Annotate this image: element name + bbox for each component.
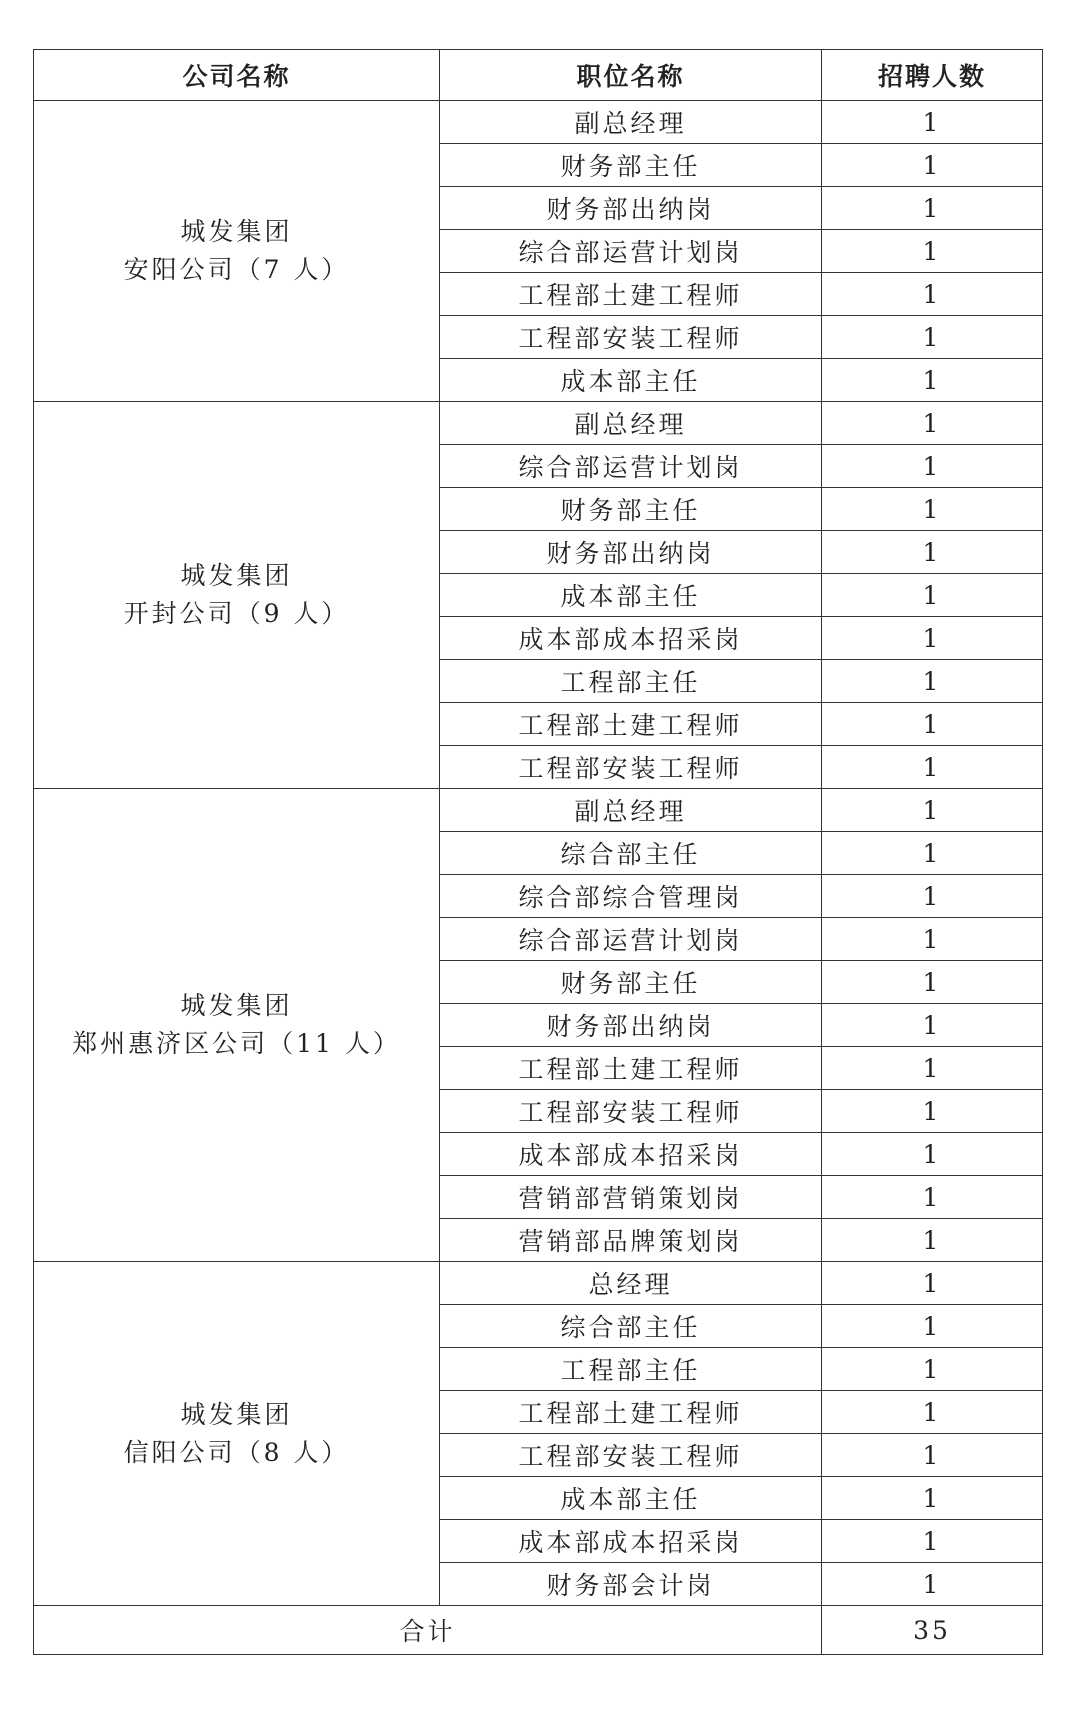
recruitment-table [33, 49, 1043, 1655]
position-cell: 副总经理 [440, 101, 822, 144]
table-row [34, 402, 1043, 445]
company-name-line1: 城发集团 [180, 1399, 293, 1429]
position-cell: 工程部安装工程师 [440, 746, 822, 789]
company-cell [34, 789, 440, 1262]
count-cell: 1 [822, 918, 1043, 961]
position-cell: 工程部土建工程师 [440, 703, 822, 746]
position-cell: 财务部出纳岗 [440, 187, 822, 230]
position-cell: 成本部成本招采岗 [440, 1133, 822, 1176]
position-cell: 财务部主任 [440, 144, 822, 187]
position-cell: 工程部安装工程师 [440, 1434, 822, 1477]
company-name-line1: 城发集团 [180, 217, 293, 246]
count-cell: 1 [822, 746, 1043, 789]
position-cell: 工程部安装工程师 [440, 316, 822, 359]
count-cell: 1 [822, 1305, 1043, 1348]
count-cell: 1 [822, 617, 1043, 660]
position-cell: 综合部主任 [440, 1305, 822, 1348]
count-cell: 1 [822, 531, 1043, 574]
count-cell: 1 [822, 101, 1043, 144]
header-count: 招聘人数 [822, 50, 1043, 101]
position-cell: 成本部成本招采岗 [440, 617, 822, 660]
count-cell: 1 [822, 574, 1043, 617]
count-cell: 1 [822, 273, 1043, 316]
count-cell: 1 [822, 316, 1043, 359]
position-cell: 成本部主任 [440, 1477, 822, 1520]
position-cell: 工程部主任 [440, 660, 822, 703]
table-row [34, 101, 1043, 144]
position-cell: 成本部主任 [440, 359, 822, 402]
count-cell: 1 [822, 488, 1043, 531]
count-cell: 1 [822, 445, 1043, 488]
header-company: 公司名称 [34, 50, 440, 101]
count-cell: 1 [822, 1262, 1043, 1305]
count-cell: 1 [822, 1004, 1043, 1047]
company-name-line1: 城发集团 [180, 561, 293, 590]
count-cell: 1 [822, 961, 1043, 1004]
count-cell: 1 [822, 1520, 1043, 1563]
count-cell: 1 [822, 1391, 1043, 1434]
company-name-line2: 安阳公司（7 人） [123, 255, 350, 284]
position-cell: 综合部主任 [440, 832, 822, 875]
count-cell: 1 [822, 703, 1043, 746]
position-cell: 综合部运营计划岗 [440, 918, 822, 961]
count-cell: 1 [822, 1563, 1043, 1606]
header-row [34, 50, 1043, 101]
position-cell: 工程部安装工程师 [440, 1090, 822, 1133]
count-cell: 1 [822, 144, 1043, 187]
count-cell: 1 [822, 1090, 1043, 1133]
table-body [34, 101, 1043, 1606]
count-cell: 1 [822, 789, 1043, 832]
count-cell: 1 [822, 1176, 1043, 1219]
company-name-line1: 城发集团 [180, 991, 293, 1020]
table-row [34, 1262, 1043, 1305]
count-cell: 1 [822, 660, 1043, 703]
company-cell [34, 101, 440, 402]
count-cell: 1 [822, 359, 1043, 402]
position-cell: 副总经理 [440, 789, 822, 832]
count-cell: 1 [822, 1219, 1043, 1262]
position-cell: 工程部土建工程师 [440, 1047, 822, 1090]
count-cell: 1 [822, 402, 1043, 445]
position-cell: 工程部主任 [440, 1348, 822, 1391]
position-cell: 财务部会计岗 [440, 1563, 822, 1606]
position-cell: 营销部品牌策划岗 [440, 1219, 822, 1262]
count-cell: 1 [822, 1133, 1043, 1176]
count-cell: 1 [822, 832, 1043, 875]
company-name-line2: 郑州惠济区公司（11 人） [72, 1029, 401, 1058]
count-cell: 1 [822, 1348, 1043, 1391]
position-cell: 财务部主任 [440, 488, 822, 531]
count-cell: 1 [822, 1477, 1043, 1520]
total-row [34, 1606, 1043, 1655]
position-cell: 综合部运营计划岗 [440, 445, 822, 488]
position-cell: 财务部出纳岗 [440, 1004, 822, 1047]
position-cell: 综合部综合管理岗 [440, 875, 822, 918]
table-row [34, 789, 1043, 832]
company-name-line2: 信阳公司（8 人） [123, 1437, 350, 1467]
header-position: 职位名称 [440, 50, 822, 101]
total-label: 合计 [34, 1606, 822, 1655]
company-name-line2: 开封公司（9 人） [123, 599, 350, 628]
position-cell: 综合部运营计划岗 [440, 230, 822, 273]
total-value: 35 [822, 1606, 1043, 1655]
count-cell: 1 [822, 187, 1043, 230]
count-cell: 1 [822, 230, 1043, 273]
position-cell: 副总经理 [440, 402, 822, 445]
position-cell: 财务部主任 [440, 961, 822, 1004]
position-cell: 营销部营销策划岗 [440, 1176, 822, 1219]
count-cell: 1 [822, 1047, 1043, 1090]
position-cell: 工程部土建工程师 [440, 273, 822, 316]
position-cell: 工程部土建工程师 [440, 1391, 822, 1434]
position-cell: 总经理 [440, 1262, 822, 1305]
company-cell [34, 1262, 440, 1606]
position-cell: 成本部成本招采岗 [440, 1520, 822, 1563]
count-cell: 1 [822, 1434, 1043, 1477]
company-cell [34, 402, 440, 789]
position-cell: 成本部主任 [440, 574, 822, 617]
count-cell: 1 [822, 875, 1043, 918]
position-cell: 财务部出纳岗 [440, 531, 822, 574]
